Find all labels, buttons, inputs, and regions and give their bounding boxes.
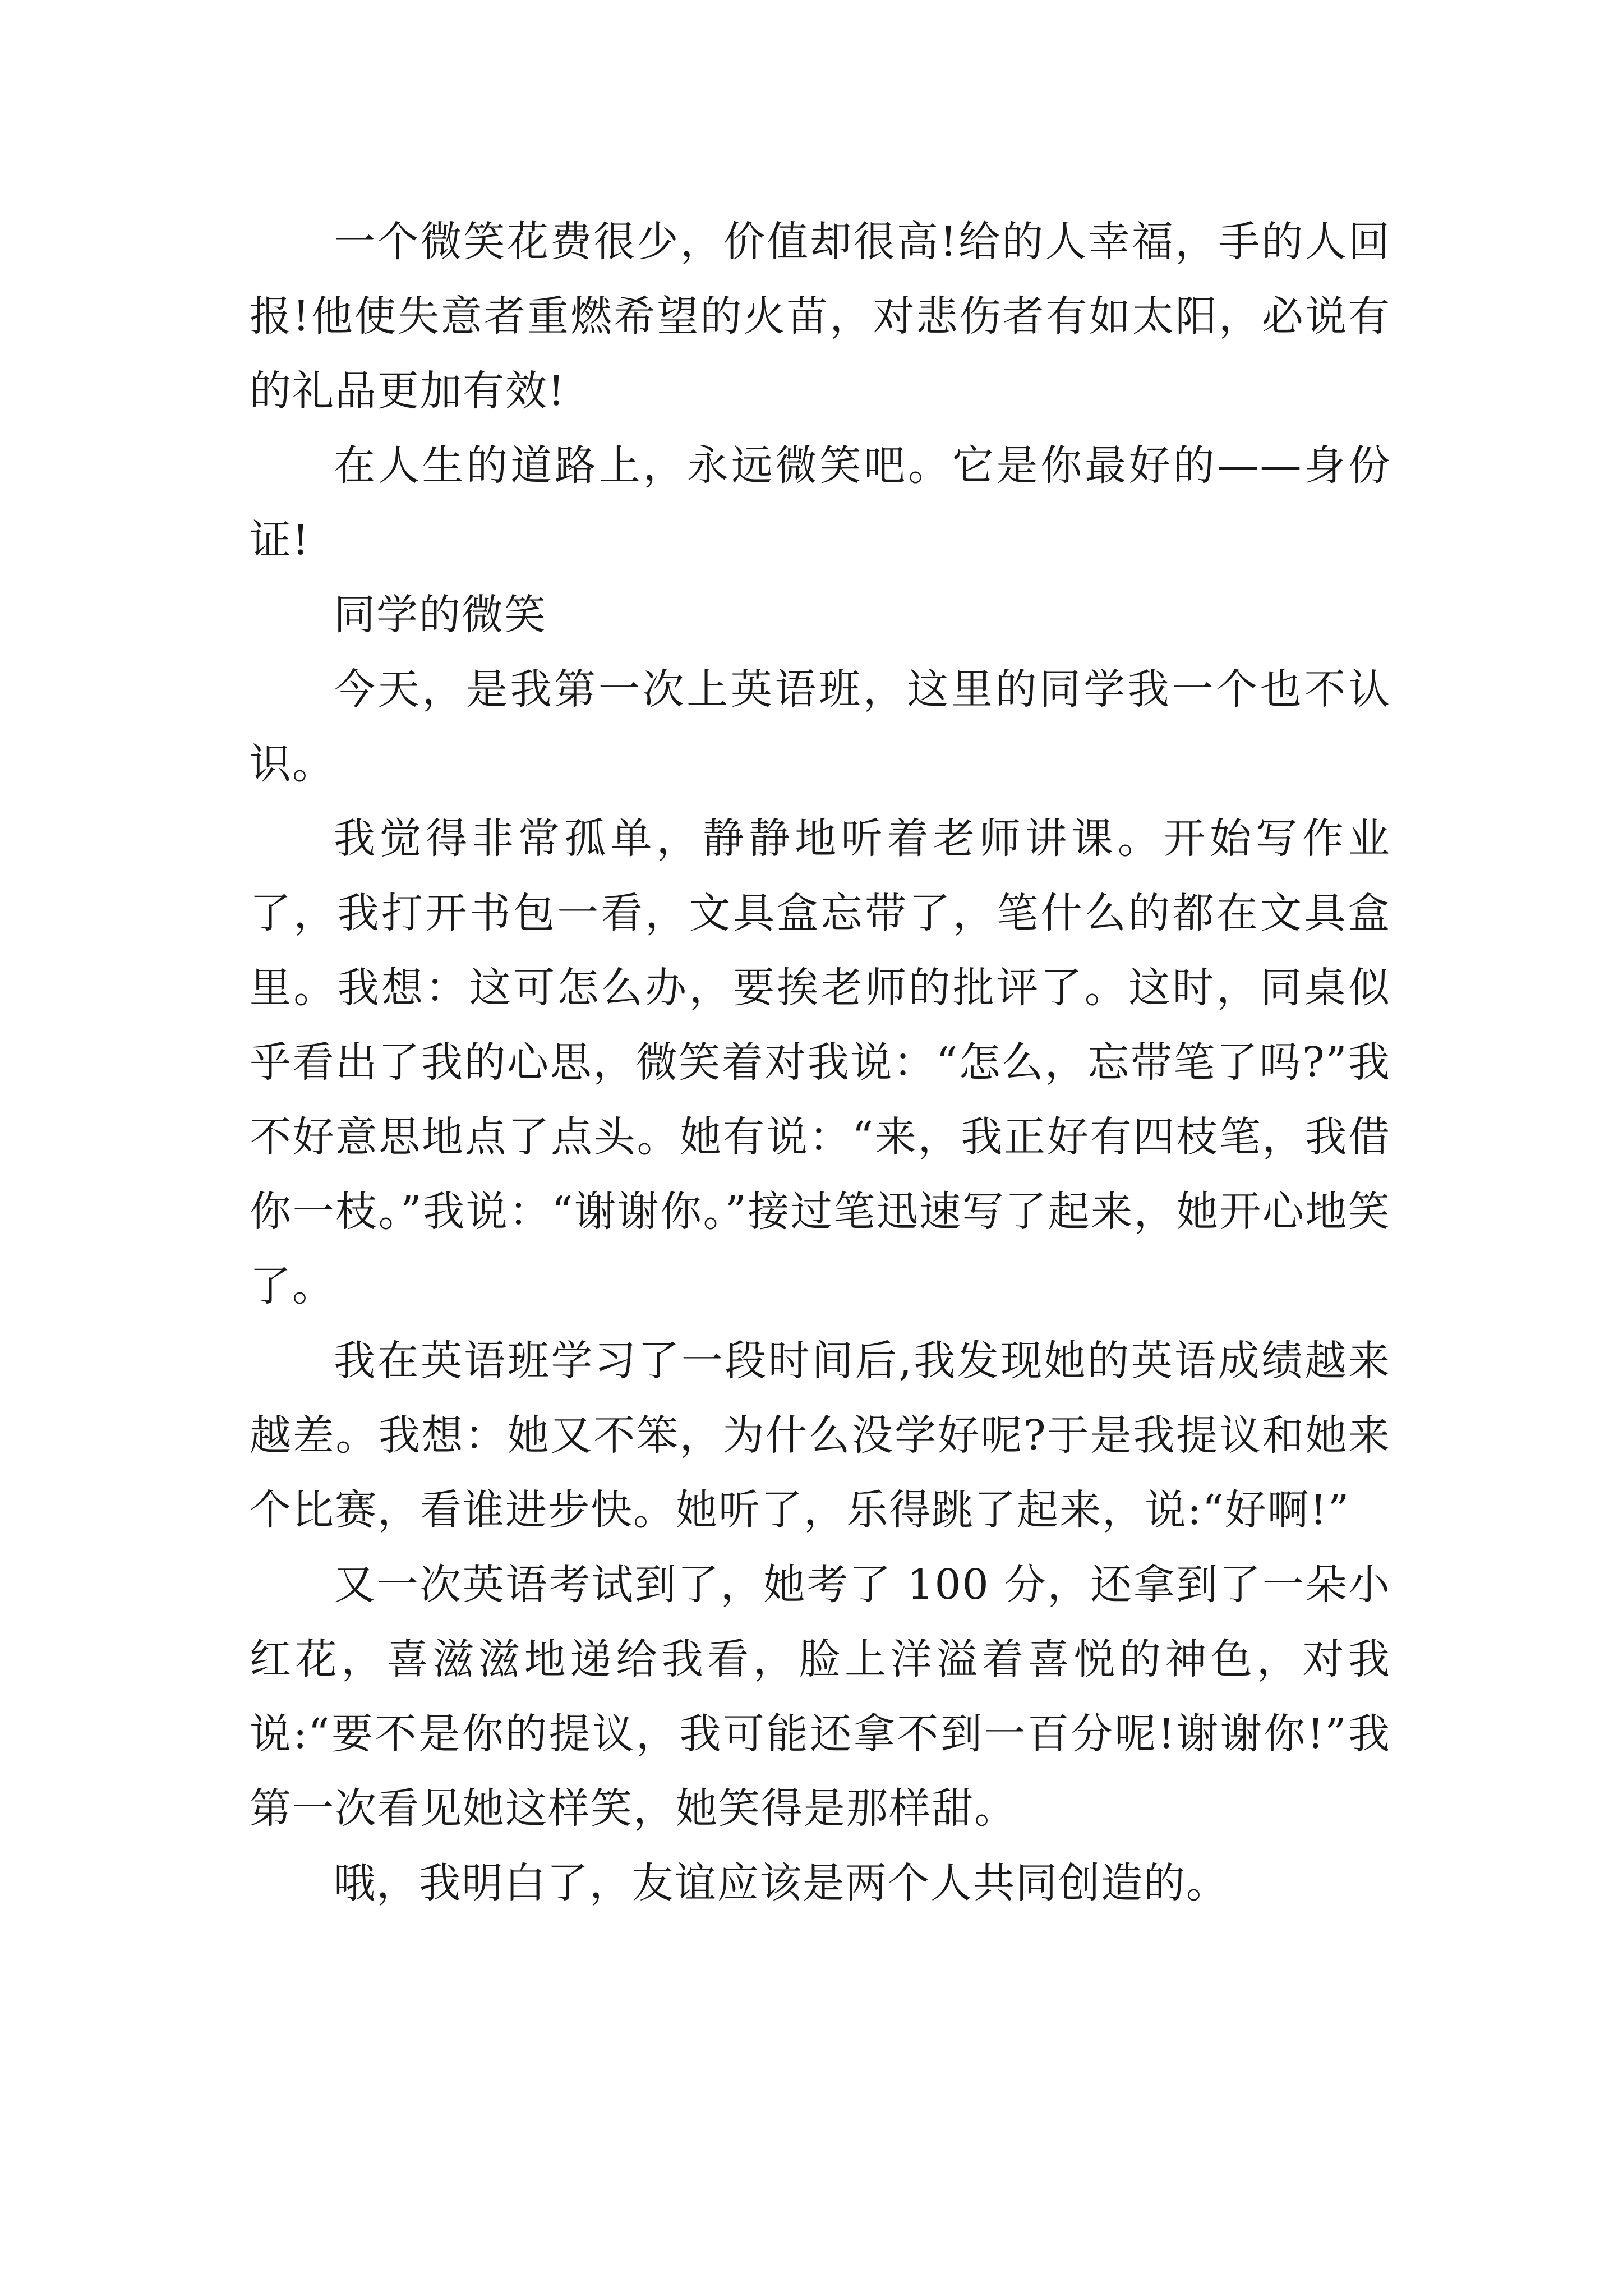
paragraph-borrow-pen: 我觉得非常孤单，静静地听着老师讲课。开始写作业了，我打开书包一看，文具盒忘带了，笔什么的都在文具盒里。我想：这可怎么办，要挨老师的批评了。这时，同桌似乎看出了我的心思，微笑着对我说：“怎么，忘带笔了吗?”我不好意思地点了点头。她有说：“来，我正好有四枝笔，我借你一枝。”我说：“谢谢你。”接过笔迅速写了起来，她开心地笑了。 [250, 815, 1391, 1310]
paragraph-smile-identity: 在人生的道路上，永远微笑吧。它是你最好的——身份证! [250, 441, 1391, 564]
document-body [250, 205, 1391, 1921]
paragraph-first-class: 今天，是我第一次上英语班，这里的同学我一个也不认识。 [250, 665, 1391, 788]
paragraph-conclusion: 哦，我明白了，友谊应该是两个人共同创造的。 [334, 1859, 1229, 1907]
paragraph-exam-result: 又一次英语考试到了，她考了 100 分，还拿到了一朵小红花，喜滋滋地递给我看，脸上洋溢着喜悦的神色，对我说:“要不是你的提议，我可能还拿不到一百分呢!谢谢你!”我第一次看见她这样笑，她笑得是那样甜。 [250, 1561, 1391, 1833]
paragraph-competition: 我在英语班学习了一段时间后,我发现她的英语成绩越来越差。我想：她又不笨，为什么没学好呢?于是我提议和她来个比赛，看谁进步快。她听了，乐得跳了起来，说:“好啊!” [250, 1337, 1391, 1534]
paragraph-smile-value: 一个微笑花费很少，价值却很高!给的人幸福，手的人回报!他使失意者重燃希望的火苗，对悲伤者有如太阳，必说有的礼品更加有效! [250, 218, 1391, 415]
essay-title: 同学的微笑 [334, 591, 547, 639]
